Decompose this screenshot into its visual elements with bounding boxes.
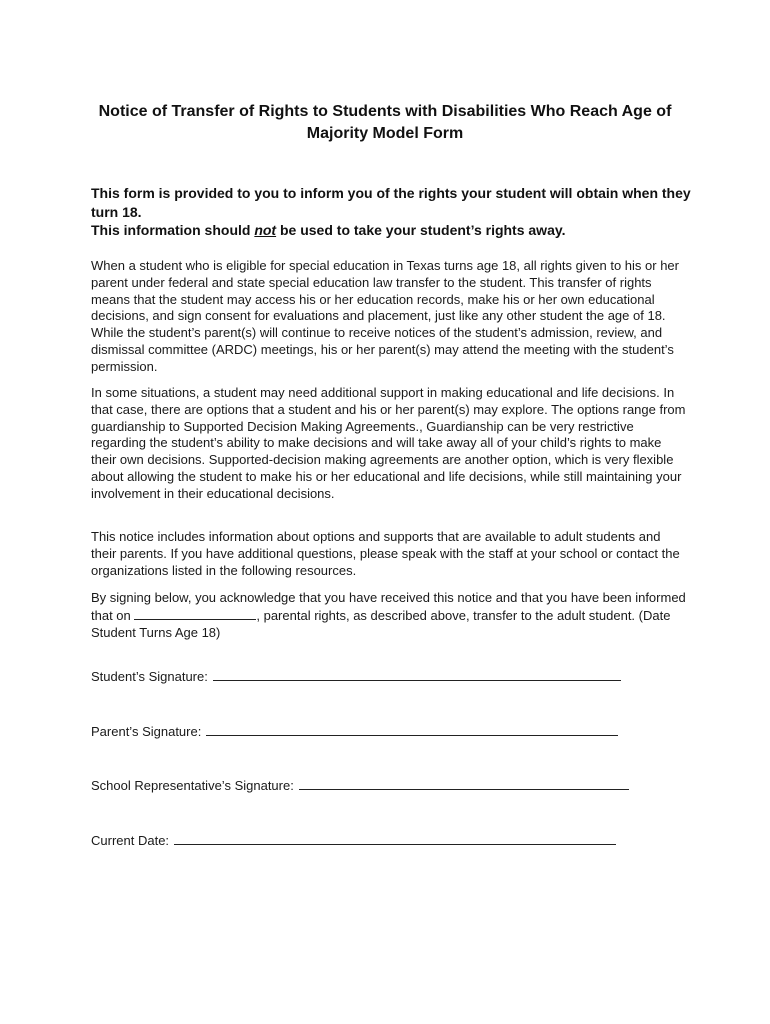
student-signature-label: Student’s Signature: <box>91 669 208 684</box>
intro-line-2-end: be used to take your student’s rights away. <box>276 222 566 238</box>
current-date-line <box>91 832 616 849</box>
paragraph-acknowledgement <box>91 590 687 641</box>
student-signature-line <box>91 668 621 685</box>
paragraph-additional-support: In some situations, a student may need additional support in making educational and life decisions. In that case, there are options that a student and his or her parent(s) may explore. The options range from guardianship to Supported Decision Making Agreements., Guardianship can be very restrictive regarding the student’s ability to make decisions and will take away all of your child’s rights to make their own decisions. Supported-decision making agreements are another option, which is very flexible about allowing the student to make his or her educational and life decisions, while still maintaining your involvement in their educational decisions. <box>91 385 686 501</box>
intro-line-1: This form is provided to you to inform you of the rights your student will obtain when they turn 18. <box>91 185 691 220</box>
school-representative-signature-line <box>91 777 629 794</box>
acknowledgement-start: By signing below, you acknowledge that you have received this notice and that you have been informed that on <box>91 590 686 623</box>
school-representative-signature-field[interactable] <box>299 777 629 790</box>
parent-signature-label: Parent’s Signature: <box>91 724 202 739</box>
acknowledgement-end: , parental rights, as described above, transfer to the adult student. (Date Student Turns Age 18) <box>91 607 671 640</box>
paragraph-transfer-of-rights: When a student who is eligible for special education in Texas turns age 18, all rights given to his or her parent under federal and state special education law transfer to the student. This transfer of rights means that the student may access his or her education records, make his or her own educational decisions, and sign consent for evaluations and placement, just like any other student the age of 18. While the student’s parent(s) will continue to receive notices of the student’s admission, review, and dismissal committee (ARDC) meetings, his or her parent(s) may attend the meeting with the student’s permission. <box>91 258 679 374</box>
school-representative-signature-label: School Representative’s Signature: <box>91 778 294 793</box>
intro-emphasis-not: not <box>254 222 277 238</box>
parent-signature-field[interactable] <box>206 723 618 736</box>
paragraph-options-info: This notice includes information about options and supports that are available to adult students and their parents. If you have additional questions, please speak with the staff at your school or contact the organizations listed in the following resources. <box>91 529 680 578</box>
parent-signature-line <box>91 723 618 740</box>
intro-notice <box>91 184 691 240</box>
document-title: Notice of Transfer of Rights to Students with Disabilities Who Reach Age of Majority Model Form <box>98 103 672 142</box>
intro-line-2-start: This information should <box>91 222 255 238</box>
current-date-field[interactable] <box>174 832 616 845</box>
current-date-label: Current Date: <box>91 833 170 848</box>
date-turns-18-field[interactable] <box>134 607 256 620</box>
student-signature-field[interactable] <box>213 668 621 681</box>
intro-line-2 <box>91 221 691 240</box>
